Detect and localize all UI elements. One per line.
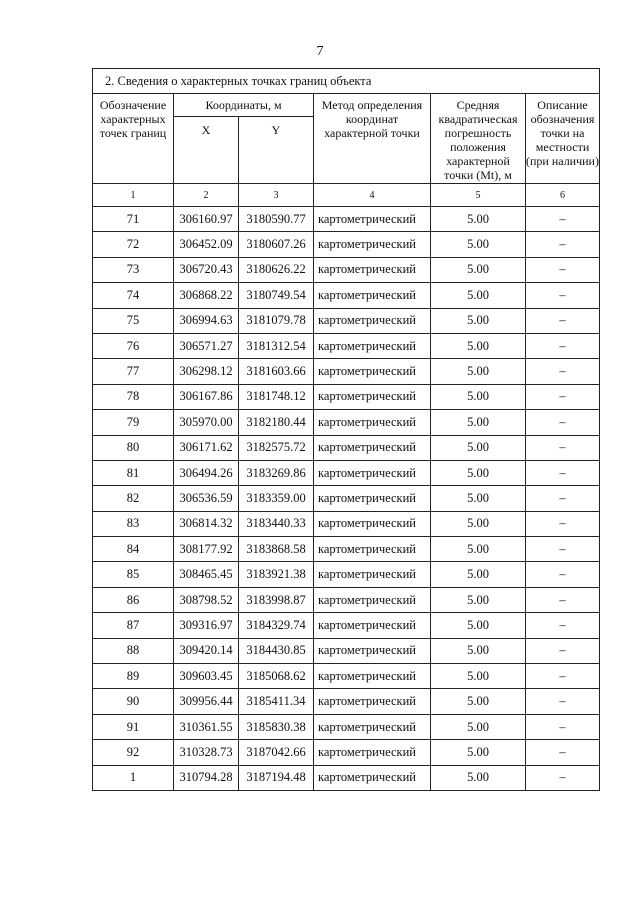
- mean-error-cell: 5.00: [431, 765, 526, 790]
- x-coordinate-cell: 306994.63: [174, 308, 239, 333]
- y-coordinate-cell: 3185411.34: [239, 689, 314, 714]
- x-coordinate-cell: 306171.62: [174, 435, 239, 460]
- point-id-cell: 76: [93, 333, 174, 358]
- y-coordinate-cell: 3180749.54: [239, 283, 314, 308]
- description-cell: –: [526, 613, 600, 638]
- y-coordinate-cell: 3181603.66: [239, 359, 314, 384]
- x-coordinate-cell: 308177.92: [174, 537, 239, 562]
- table-row: [93, 486, 600, 511]
- method-cell: картометрический: [314, 207, 431, 232]
- x-coordinate-cell: 306298.12: [174, 359, 239, 384]
- point-id-cell: 77: [93, 359, 174, 384]
- y-coordinate-cell: 3187042.66: [239, 740, 314, 765]
- point-id-cell: 83: [93, 511, 174, 536]
- mean-error-cell: 5.00: [431, 638, 526, 663]
- mean-error-cell: 5.00: [431, 486, 526, 511]
- mean-error-cell: 5.00: [431, 613, 526, 638]
- description-cell: –: [526, 587, 600, 612]
- table-row: [93, 232, 600, 257]
- y-coordinate-cell: 3187194.48: [239, 765, 314, 790]
- point-id-cell: 75: [93, 308, 174, 333]
- method-cell: картометрический: [314, 435, 431, 460]
- description-cell: –: [526, 435, 600, 460]
- header-description: Описание обозначения точки на местности (при наличии): [526, 94, 600, 184]
- table-row: [93, 283, 600, 308]
- table-row: [93, 740, 600, 765]
- mean-error-cell: 5.00: [431, 537, 526, 562]
- description-cell: –: [526, 638, 600, 663]
- column-number: 5: [431, 184, 526, 207]
- header-y: Y: [239, 117, 314, 184]
- mean-error-cell: 5.00: [431, 740, 526, 765]
- method-cell: картометрический: [314, 613, 431, 638]
- point-id-cell: 79: [93, 410, 174, 435]
- y-coordinate-cell: 3180626.22: [239, 257, 314, 282]
- description-cell: –: [526, 207, 600, 232]
- y-coordinate-cell: 3183440.33: [239, 511, 314, 536]
- description-cell: –: [526, 384, 600, 409]
- y-coordinate-cell: 3180607.26: [239, 232, 314, 257]
- description-cell: –: [526, 740, 600, 765]
- description-cell: –: [526, 562, 600, 587]
- method-cell: картометрический: [314, 689, 431, 714]
- x-coordinate-cell: 310361.55: [174, 714, 239, 739]
- description-cell: –: [526, 765, 600, 790]
- method-cell: картометрический: [314, 232, 431, 257]
- point-id-cell: 89: [93, 664, 174, 689]
- method-cell: картометрический: [314, 283, 431, 308]
- mean-error-cell: 5.00: [431, 664, 526, 689]
- column-number-row: [93, 184, 600, 207]
- method-cell: картометрический: [314, 410, 431, 435]
- mean-error-cell: 5.00: [431, 283, 526, 308]
- y-coordinate-cell: 3182180.44: [239, 410, 314, 435]
- column-number: 2: [174, 184, 239, 207]
- y-coordinate-cell: 3183998.87: [239, 587, 314, 612]
- y-coordinate-cell: 3185068.62: [239, 664, 314, 689]
- mean-error-cell: 5.00: [431, 587, 526, 612]
- x-coordinate-cell: 310794.28: [174, 765, 239, 790]
- y-coordinate-cell: 3183269.86: [239, 460, 314, 485]
- table-row: [93, 587, 600, 612]
- table-row: [93, 765, 600, 790]
- table-body: [93, 207, 600, 791]
- point-id-cell: 91: [93, 714, 174, 739]
- table-row: [93, 638, 600, 663]
- point-id-cell: 78: [93, 384, 174, 409]
- y-coordinate-cell: 3183359.00: [239, 486, 314, 511]
- description-cell: –: [526, 714, 600, 739]
- table-row: [93, 689, 600, 714]
- y-coordinate-cell: 3181079.78: [239, 308, 314, 333]
- point-id-cell: 72: [93, 232, 174, 257]
- y-coordinate-cell: 3183921.38: [239, 562, 314, 587]
- x-coordinate-cell: 309956.44: [174, 689, 239, 714]
- description-cell: –: [526, 283, 600, 308]
- method-cell: картометрический: [314, 333, 431, 358]
- point-id-cell: 1: [93, 765, 174, 790]
- x-coordinate-cell: 306536.59: [174, 486, 239, 511]
- column-number: 6: [526, 184, 600, 207]
- column-number: 1: [93, 184, 174, 207]
- description-cell: –: [526, 486, 600, 511]
- table-row: [93, 257, 600, 282]
- y-coordinate-cell: 3181748.12: [239, 384, 314, 409]
- point-id-cell: 81: [93, 460, 174, 485]
- point-id-cell: 82: [93, 486, 174, 511]
- x-coordinate-cell: 308798.52: [174, 587, 239, 612]
- mean-error-cell: 5.00: [431, 511, 526, 536]
- table-row: [93, 308, 600, 333]
- mean-error-cell: 5.00: [431, 460, 526, 485]
- x-coordinate-cell: 306720.43: [174, 257, 239, 282]
- method-cell: картометрический: [314, 638, 431, 663]
- description-cell: –: [526, 410, 600, 435]
- x-coordinate-cell: 306167.86: [174, 384, 239, 409]
- description-cell: –: [526, 460, 600, 485]
- x-coordinate-cell: 310328.73: [174, 740, 239, 765]
- point-id-cell: 87: [93, 613, 174, 638]
- method-cell: картометрический: [314, 486, 431, 511]
- point-id-cell: 86: [93, 587, 174, 612]
- mean-error-cell: 5.00: [431, 384, 526, 409]
- table-row: [93, 613, 600, 638]
- x-coordinate-cell: 306814.32: [174, 511, 239, 536]
- description-cell: –: [526, 257, 600, 282]
- description-cell: –: [526, 333, 600, 358]
- method-cell: картометрический: [314, 587, 431, 612]
- method-cell: картометрический: [314, 511, 431, 536]
- table-row: [93, 562, 600, 587]
- y-coordinate-cell: 3180590.77: [239, 207, 314, 232]
- header-method: Метод определения координат характерной точки: [314, 94, 431, 184]
- point-id-cell: 74: [93, 283, 174, 308]
- x-coordinate-cell: 306494.26: [174, 460, 239, 485]
- x-coordinate-cell: 306452.09: [174, 232, 239, 257]
- table-row: [93, 207, 600, 232]
- point-id-cell: 85: [93, 562, 174, 587]
- description-cell: –: [526, 308, 600, 333]
- point-id-cell: 92: [93, 740, 174, 765]
- method-cell: картометрический: [314, 359, 431, 384]
- x-coordinate-cell: 306571.27: [174, 333, 239, 358]
- table-row: [93, 435, 600, 460]
- mean-error-cell: 5.00: [431, 308, 526, 333]
- x-coordinate-cell: 309603.45: [174, 664, 239, 689]
- method-cell: картометрический: [314, 562, 431, 587]
- description-cell: –: [526, 689, 600, 714]
- point-id-cell: 73: [93, 257, 174, 282]
- page-number: 7: [316, 44, 324, 59]
- x-coordinate-cell: 309420.14: [174, 638, 239, 663]
- method-cell: картометрический: [314, 714, 431, 739]
- table-row: [93, 664, 600, 689]
- description-cell: –: [526, 359, 600, 384]
- x-coordinate-cell: 306160.97: [174, 207, 239, 232]
- method-cell: картометрический: [314, 460, 431, 485]
- description-cell: –: [526, 664, 600, 689]
- description-cell: –: [526, 232, 600, 257]
- method-cell: картометрический: [314, 740, 431, 765]
- table-row: [93, 359, 600, 384]
- mean-error-cell: 5.00: [431, 689, 526, 714]
- point-id-cell: 90: [93, 689, 174, 714]
- point-id-cell: 71: [93, 207, 174, 232]
- section-title: 2. Сведения о характерных точках границ объекта: [93, 69, 600, 94]
- y-coordinate-cell: 3184329.74: [239, 613, 314, 638]
- mean-error-cell: 5.00: [431, 410, 526, 435]
- point-id-cell: 88: [93, 638, 174, 663]
- mean-error-cell: 5.00: [431, 435, 526, 460]
- mean-error-cell: 5.00: [431, 333, 526, 358]
- mean-error-cell: 5.00: [431, 257, 526, 282]
- description-cell: –: [526, 511, 600, 536]
- table-row: [93, 714, 600, 739]
- table-row: [93, 537, 600, 562]
- mean-error-cell: 5.00: [431, 562, 526, 587]
- mean-error-cell: 5.00: [431, 359, 526, 384]
- table-row: [93, 410, 600, 435]
- x-coordinate-cell: 306868.22: [174, 283, 239, 308]
- y-coordinate-cell: 3181312.54: [239, 333, 314, 358]
- x-coordinate-cell: 305970.00: [174, 410, 239, 435]
- y-coordinate-cell: 3183868.58: [239, 537, 314, 562]
- method-cell: картометрический: [314, 384, 431, 409]
- table-row: [93, 460, 600, 485]
- column-number: 4: [314, 184, 431, 207]
- method-cell: картометрический: [314, 308, 431, 333]
- table-row: [93, 333, 600, 358]
- method-cell: картометрический: [314, 765, 431, 790]
- x-coordinate-cell: 309316.97: [174, 613, 239, 638]
- point-id-cell: 80: [93, 435, 174, 460]
- column-number: 3: [239, 184, 314, 207]
- header-mean-error: Средняя квадратическая погрешность положения характерной точки (Mt), м: [431, 94, 526, 184]
- y-coordinate-cell: 3185830.38: [239, 714, 314, 739]
- description-cell: –: [526, 537, 600, 562]
- boundary-points-table: [92, 68, 600, 791]
- mean-error-cell: 5.00: [431, 207, 526, 232]
- table-row: [93, 511, 600, 536]
- header-point-designation: Обозначение характерных точек границ: [93, 94, 174, 184]
- mean-error-cell: 5.00: [431, 232, 526, 257]
- method-cell: картометрический: [314, 257, 431, 282]
- method-cell: картометрический: [314, 664, 431, 689]
- y-coordinate-cell: 3182575.72: [239, 435, 314, 460]
- y-coordinate-cell: 3184430.85: [239, 638, 314, 663]
- method-cell: картометрический: [314, 537, 431, 562]
- table-row: [93, 384, 600, 409]
- header-coordinates: Координаты, м: [174, 94, 314, 117]
- mean-error-cell: 5.00: [431, 714, 526, 739]
- point-id-cell: 84: [93, 537, 174, 562]
- header-x: X: [174, 117, 239, 184]
- x-coordinate-cell: 308465.45: [174, 562, 239, 587]
